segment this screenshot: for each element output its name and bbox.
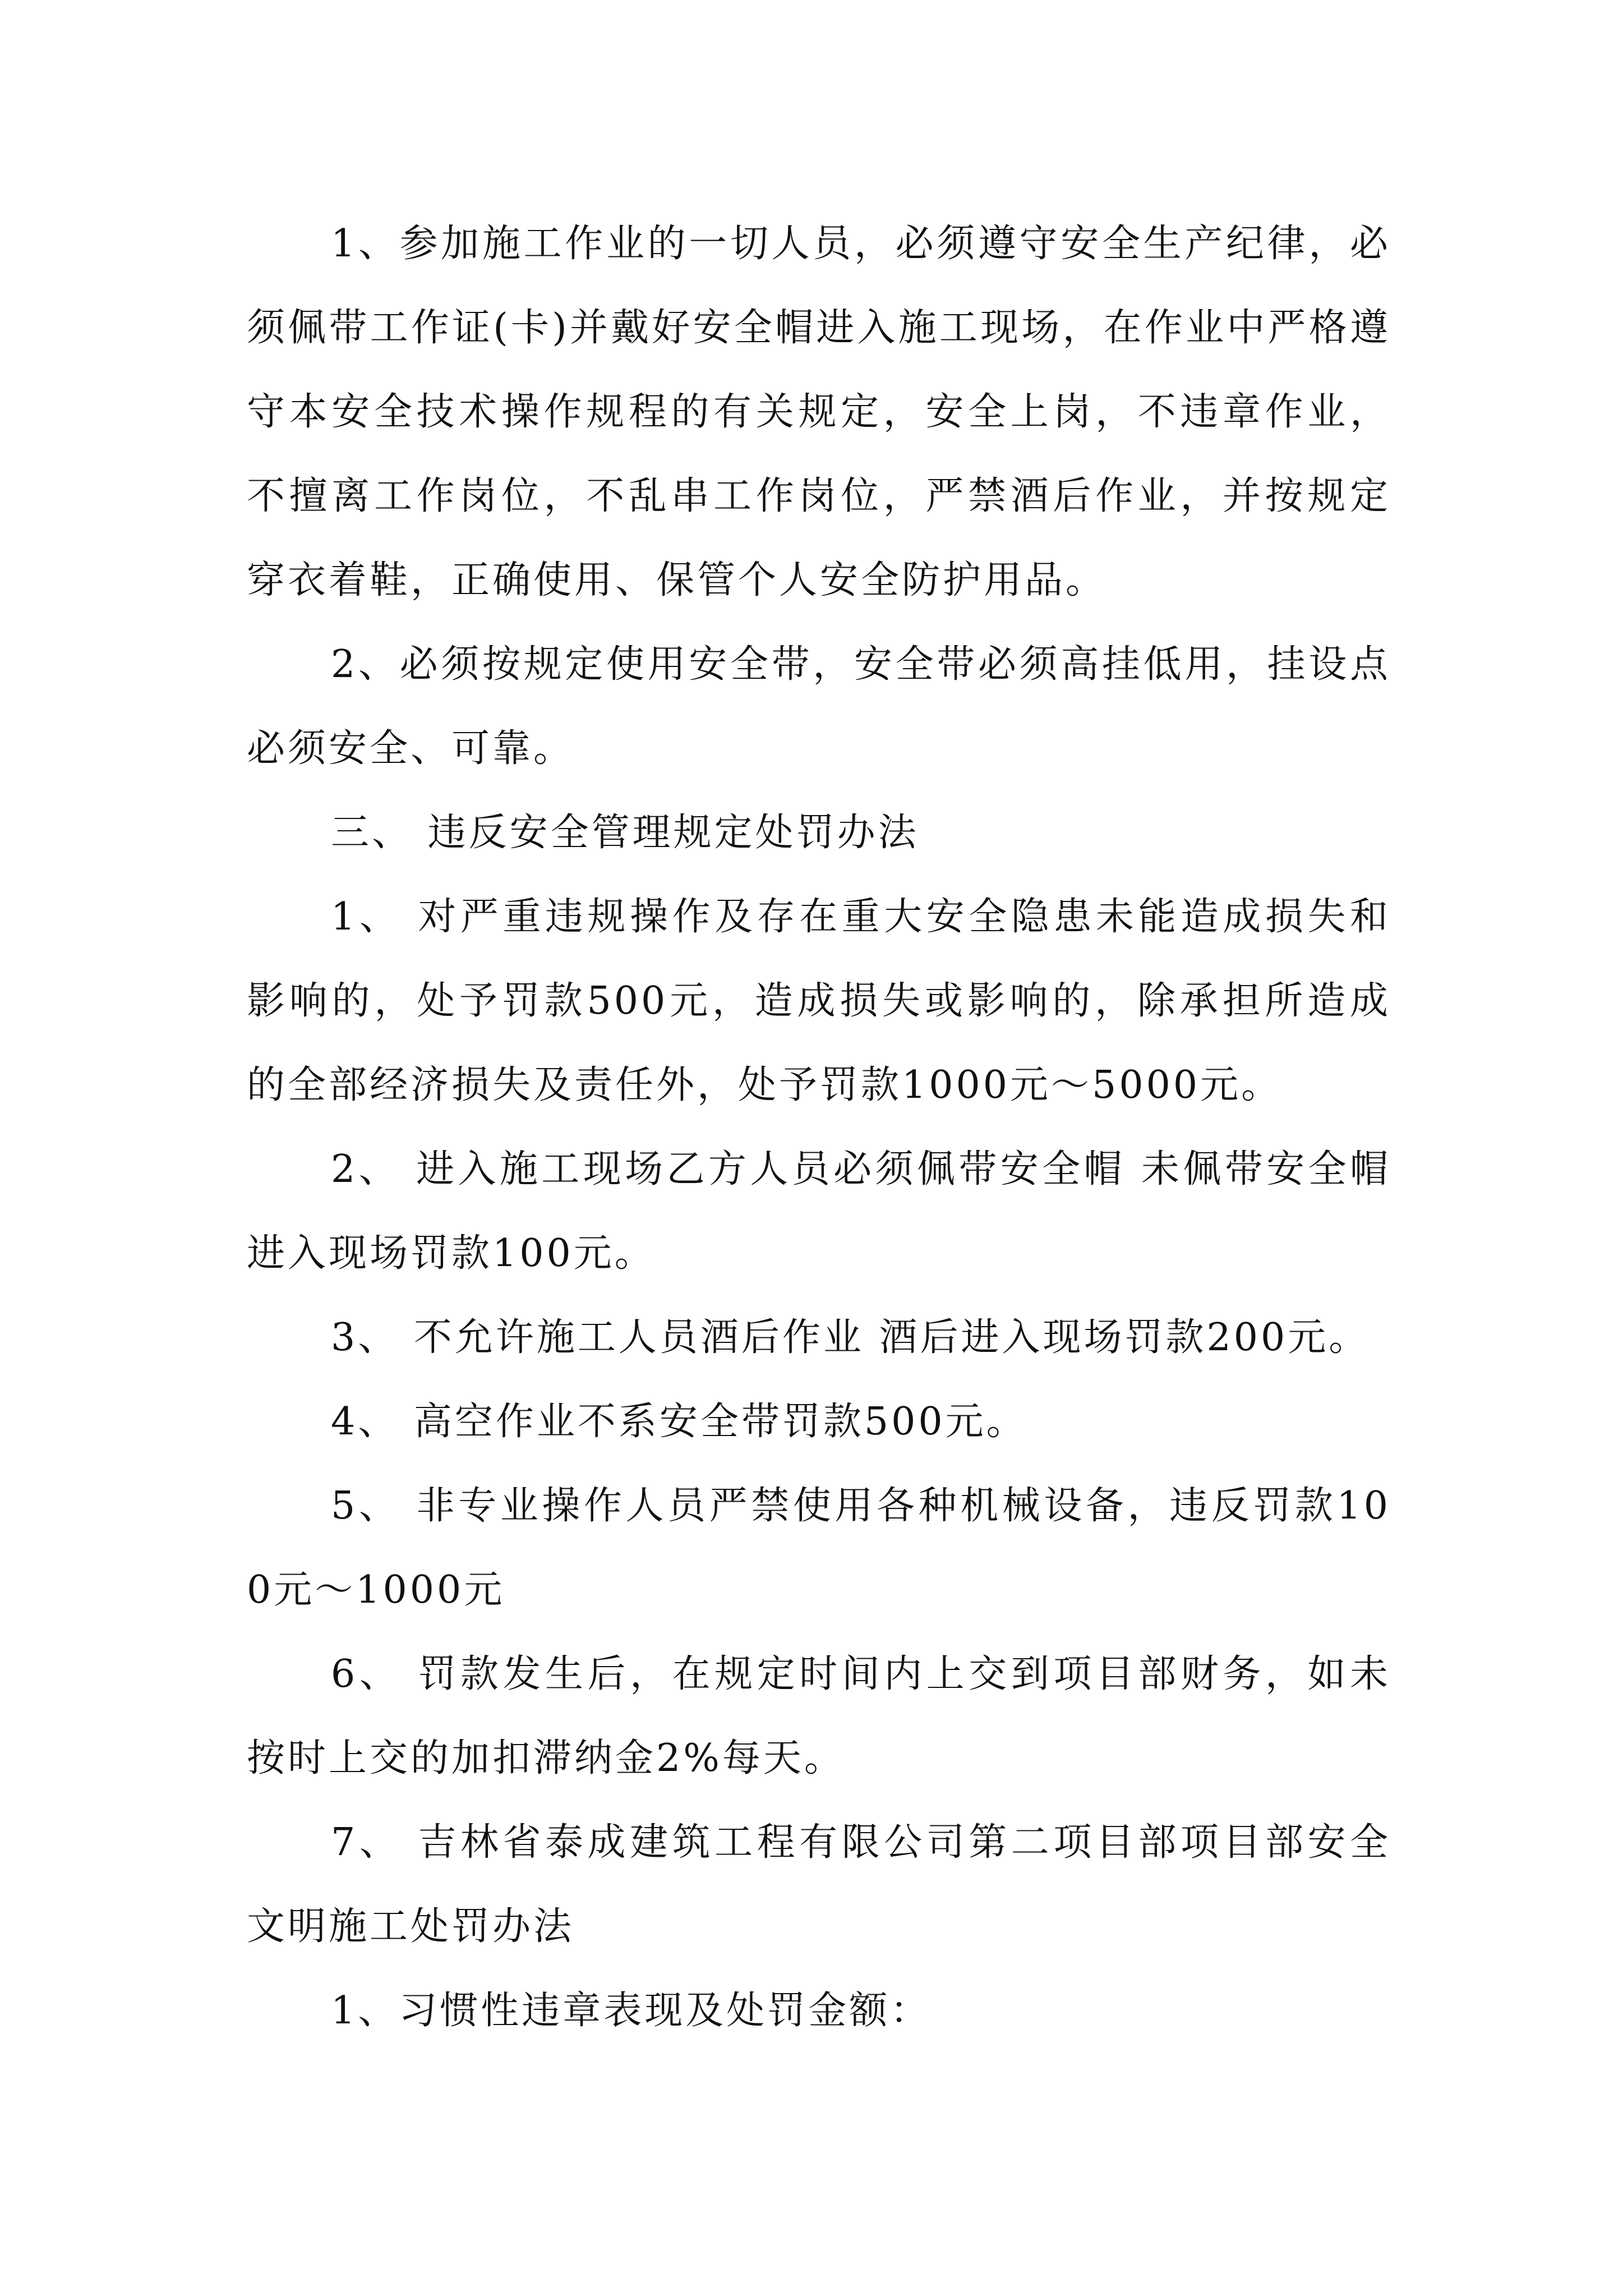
- paragraph-safety-belt: 2、必须按规定使用安全带，安全带必须高挂低用，挂设点必须安全、可靠。: [247, 642, 1391, 771]
- penalty-item-1: 1、 对严重违规操作及存在重大安全隐患未能造成损失和影响的，处予罚款500元，造成损失或影响的，除承担所造成的全部经济损失及责任外，处予罚款1000元～5000元。: [247, 895, 1391, 1107]
- penalty-item-5: 5、 非专业操作人员严禁使用各种机械设备，违反罚款100元～1000元: [247, 1484, 1391, 1612]
- penalty-item-2: 2、 进入施工现场乙方人员必须佩带安全帽 未佩带安全帽进入现场罚款100元。: [247, 1147, 1391, 1276]
- penalty-item-4: 4、 高空作业不系安全带罚款500元。: [331, 1400, 1027, 1444]
- section-heading-penalties: 三、 违反安全管理规定处罚办法: [331, 811, 919, 855]
- penalty-item-6: 6、 罚款发生后，在规定时间内上交到项目部财务，如未按时上交的加扣滞纳金2%每天。: [247, 1652, 1391, 1780]
- paragraph-safety-discipline: 1、参加施工作业的一切人员，必须遵守安全生产纪律，必须佩带工作证(卡)并戴好安全帽进入施工现场，在作业中严格遵守本安全技术操作规程的有关规定，安全上岗，不违章作业，不擅离工作岗位，不乱串工作岗位，严禁酒后作业，并按规定穿衣着鞋，正确使用、保管个人安全防护用品。: [247, 222, 1391, 602]
- subsection-habitual-violations: 1、习惯性违章表现及处罚金额：: [331, 1989, 932, 2033]
- document-body: [247, 202, 1391, 2053]
- penalty-item-3: 3、 不允许施工人员酒后作业 酒后进入现场罚款200元。: [331, 1315, 1370, 1360]
- penalty-item-7: 7、 吉林省泰成建筑工程有限公司第二项目部项目部安全文明施工处罚办法: [247, 1820, 1391, 1949]
